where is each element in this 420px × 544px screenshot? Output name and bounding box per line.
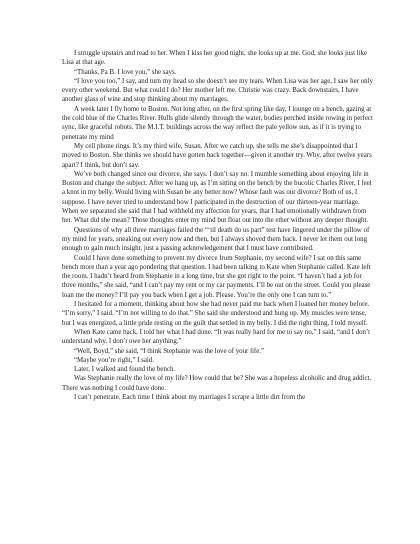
paragraph: “I love you too,” I say, and turn my head so she doesn’t see my tears. When Lisa was her age, I saw her only every other weekend. But what could I do? Her mother left me. Christie was crazy. Back downstairs, I have another glass of wine and stop thinking about my marriages. [62,77,373,104]
paragraph: “Thanks, Pa B. I love you,” she says. [74,68,177,76]
paragraph: We’ve both changed since our divorce, she says. I don’t say no. I mumble something about enjoying life in Boston and change the subject. After we hang up, as I’m sitting on the bench by the bucolic Charles River, I feel a knot in my belly. Would living with Susan be any better now? Whose fault was our divorce? Both of us, I suppose. I have never tried to understand how I participated in the destruction of our thirteen-year marriage. When we separated she said that I had withheld my affection for years, that I had emotionally withdrawn from her. What did she mean? Those thoughts enter my mind but float out into the ether without any deeper thought. [62,170,372,225]
paragraph: Later, I walked and found the bench. [74,366,176,374]
paragraph: I hesitated for a moment, thinking about how she had never paid me back when I loaned her money before. “I’m sorry,” I said. “I’m not willing to do that.” She said she understood and hung up. My muscles were tense, but I was energized, a little pride resting on the guilt that settled in my belly. I did the right thing, I told myself. [62,301,370,327]
paragraph: When Kate came back, I told her what I had done. “It was really hard for me to say no,” I said, “and I don’t understand why. I don’t owe her anything.” [62,328,371,346]
paragraph: Was Stephanie really the love of my life? How could that be? She was a hopeless alcoholic and drug addict. There was nothing I could have done. [62,375,372,392]
paragraph: I struggle upstairs and read to her. When I kiss her good night, she looks up at me. God, she looks just like Lisa at that age. [62,50,368,67]
paragraph: Questions of why all three marriages failed the “‘til death do us part” test have lingered under the pillow of my mind for years, sneaking out every now and then, but I always shoved them back. I never let them out long enough to gain much insight, just a passing acknowledgement that I must have contributed. [62,226,370,253]
paragraph: I can’t penetrate. Each time I think about my marriages I scrape a little dirt from the [74,393,306,401]
paragraph: “Maybe you’re right,” I said. [74,356,154,364]
paragraph: Could I have done something to prevent my divorce from Stephanie, my second wife? I sat on this same bench more than a year ago pondering that question. I had been talking to Kate when Stephanie called. Kate left the room. I hadn’t heard from Stephanie in a long time, but she got right to the point. “I haven’t had a job for three months,” she said, “and I can’t pay my rent or my car payments. I’ll be out on the street. Could you please loan me the money? I’ll pay you back when I get a job. Please. You’re the only one I can turn to.” [62,254,371,299]
paragraph: A week later I fly home to Boston. Not long after, on the first spring like day, I lounge on a bench, gazing at the cold blue of the Charles River. Hulls glide silently through the water, bodies perched inside rowing in perfect sync, like graceful robots. The M.I.T. buildings across the way reflect the pale yellow sun, as if it is trying to penetrate my mind [62,105,373,141]
paragraph: “Well, Boyd,” she said, “I think Stephanie was the love of your life.” [74,347,265,355]
paragraph: My cell phone rings. It’s my third wife, Susan. After we catch up, she tells me she’s disappointed that I moved to Boston. She thinks we should have gotten back together—given it another try. Why, after twelve years apart? I think, but don’t say. [62,142,372,169]
